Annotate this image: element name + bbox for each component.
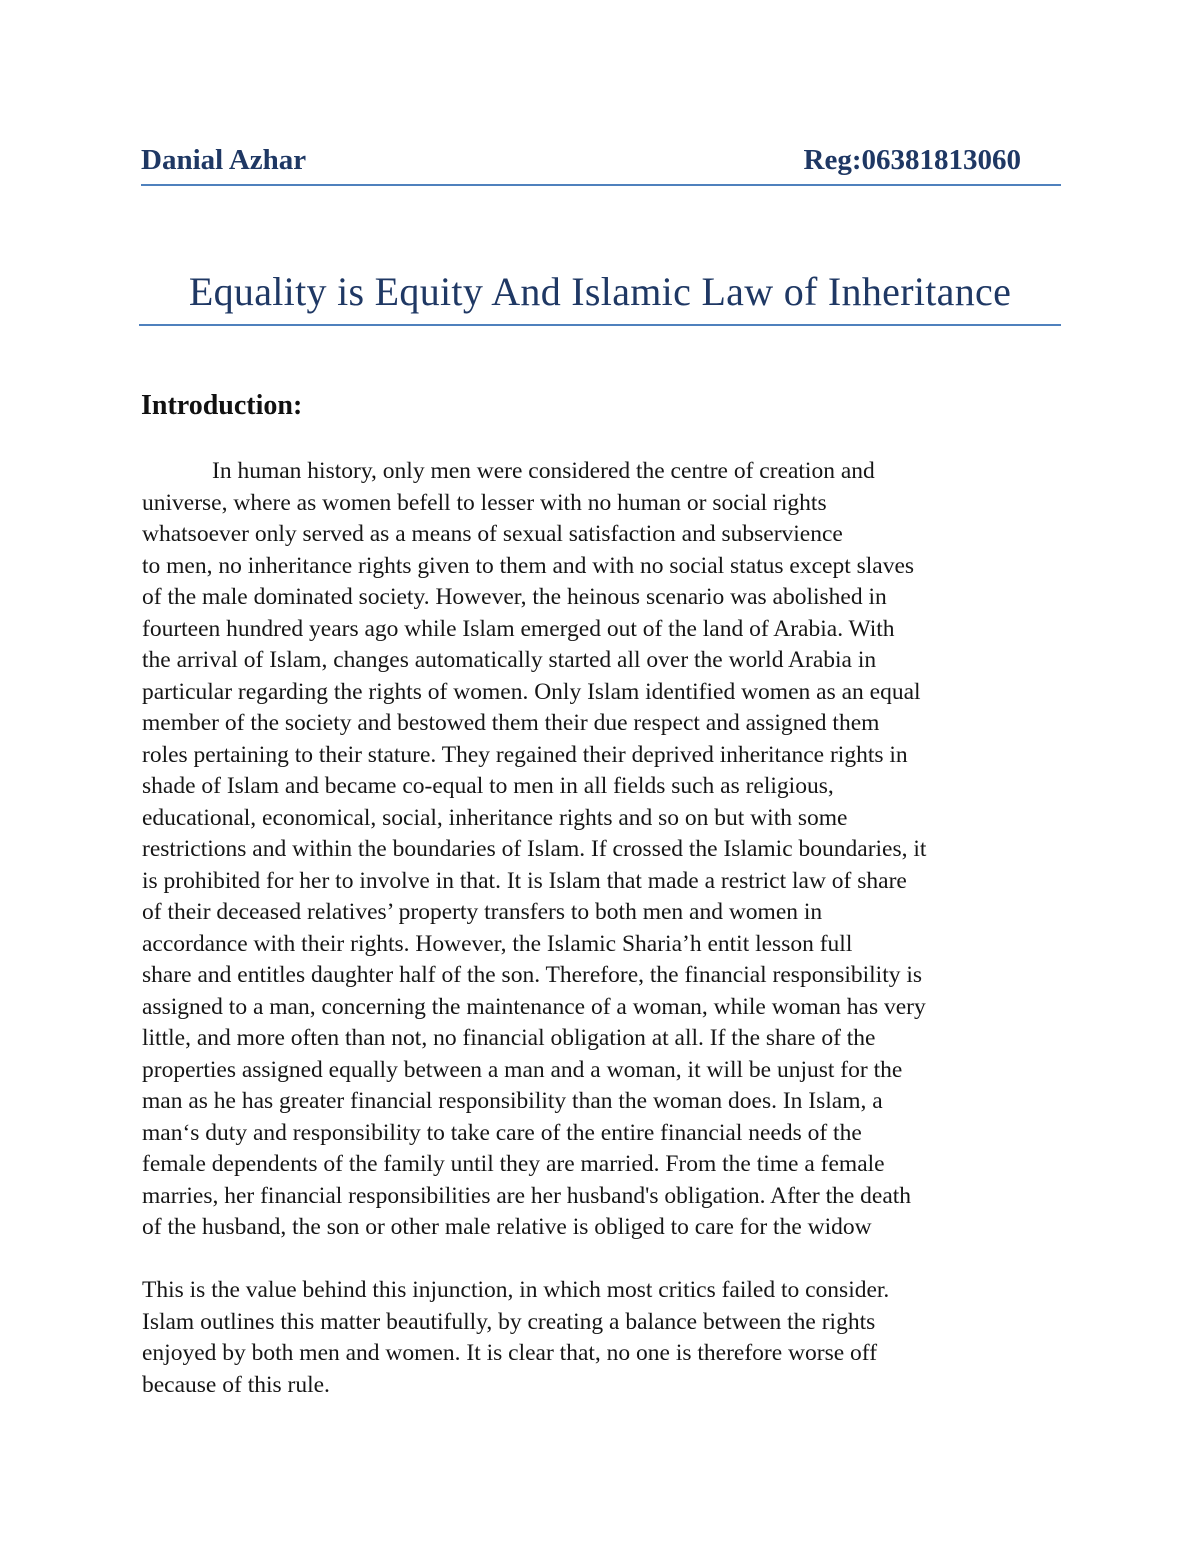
text-line: share and entitles daughter half of the son. Therefore, the financial responsibility is xyxy=(142,962,923,988)
text-line: accordance with their rights. However, the Islamic Sharia’h entit lesson full xyxy=(142,930,853,957)
text-line: of the husband, the son or other male relative is obliged to care for the widow xyxy=(142,1214,872,1240)
text-line: of their deceased relatives’ property transfers to both men and women in xyxy=(142,899,823,925)
text-line: whatsoever only served as a means of sexual satisfaction and subservience xyxy=(142,521,843,547)
text-line: to men, no inheritance rights given to them and with no social status except slaves xyxy=(142,552,915,579)
text-line: enjoyed by both men and women. It is clear that, no one is therefore worse off xyxy=(142,1340,878,1366)
text-line: restrictions and within the boundaries of Islam. If crossed the Islamic boundaries, it xyxy=(142,836,927,862)
text-line: educational, economical, social, inheritance rights and so on but with some xyxy=(142,804,848,831)
text-line: roles pertaining to their stature. They regained their deprived inheritance rights in xyxy=(142,741,908,768)
text-line: because of this rule. xyxy=(142,1371,330,1398)
document-title: Equality is Equity And Islamic Law of Inheritance xyxy=(188,269,1012,314)
text-line: Islam outlines this matter beautifully, by creating a balance between the rights xyxy=(142,1308,876,1335)
text-line: In human history, only men were considered the centre of creation and xyxy=(212,458,875,484)
text-line: This is the value behind this injunction, in which most critics failed to consider. xyxy=(142,1277,890,1303)
section-heading: Introduction: xyxy=(141,390,303,421)
text-line: marries, her financial responsibilities are her husband's obligation. After the death xyxy=(142,1182,912,1209)
text-line: properties assigned equally between a man and a woman, it will be unjust for the xyxy=(142,1056,903,1083)
text-line: man as he has greater financial responsibility than the woman does. In Islam, a xyxy=(142,1088,883,1114)
text-line: member of the society and bestowed them their due respect and assigned them xyxy=(142,710,880,736)
body-text xyxy=(142,456,1072,1401)
text-line: is prohibited for her to involve in that. It is Islam that made a restrict law of share xyxy=(142,867,907,894)
text-line: of the male dominated society. However, the heinous scenario was abolished in xyxy=(142,584,887,610)
header-bar xyxy=(141,140,1061,186)
text-line: little, and more often than not, no financial obligation at all. If the share of the xyxy=(142,1025,876,1051)
paragraph-spacer xyxy=(142,1244,1072,1276)
text-line: fourteen hundred years ago while Islam emerged out of the land of Arabia. With xyxy=(142,615,895,642)
text-line: female dependents of the family until they are married. From the time a female xyxy=(142,1151,885,1177)
text-line: universe, where as women befell to lesser with no human or social rights xyxy=(142,489,827,516)
text-line: particular regarding the rights of women. Only Islam identified women as an equal xyxy=(142,678,921,705)
text-line: shade of Islam and became co-equal to men in all fields such as religious, xyxy=(142,773,834,799)
paragraph-1 xyxy=(142,456,1072,1244)
text-line: assigned to a man, concerning the maintenance of a woman, while woman has very xyxy=(142,993,926,1020)
text-line: the arrival of Islam, changes automatically started all over the world Arabia in xyxy=(142,647,877,673)
registration-number: Reg:06381813060 xyxy=(803,144,1021,176)
author-name: Danial Azhar xyxy=(141,144,307,176)
paragraph-2 xyxy=(142,1275,1072,1401)
text-line: man‘s duty and responsibility to take care of the entire financial needs of the xyxy=(142,1119,862,1146)
title-bar xyxy=(139,268,1061,326)
